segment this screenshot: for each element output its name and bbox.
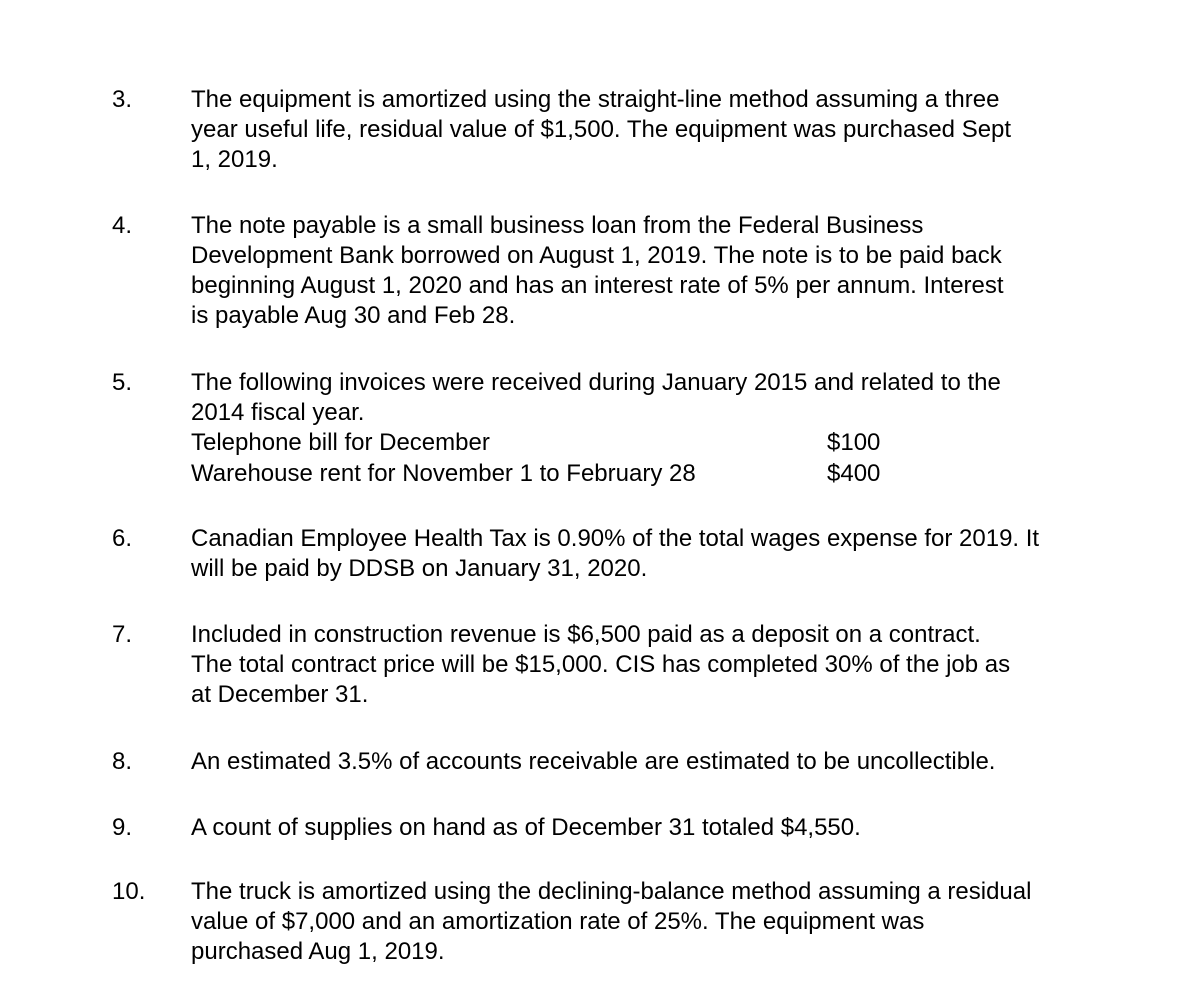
invoice-amount: $100 [827, 429, 881, 456]
invoice-description: Warehouse rent for November 1 to February 28 [191, 460, 696, 487]
note-line: value of $7,000 and an amortization rate of 25%. The equipment was [191, 908, 925, 935]
note-line: The equipment is amortized using the straight-line method assuming a three [191, 86, 1000, 113]
note-line: The total contract price will be $15,000. CIS has completed 30% of the job as [191, 651, 1011, 678]
note-line: will be paid by DDSB on January 31, 2020. [191, 555, 648, 582]
note-text [191, 368, 1131, 490]
note-number: 9. [112, 814, 133, 841]
note-line: beginning August 1, 2020 and has an interest rate of 5% per annum. Interest [191, 272, 1004, 299]
note-line: Development Bank borrowed on August 1, 2019. The note is to be paid back [191, 242, 1002, 269]
note-number: 4. [112, 212, 133, 239]
note-line: year useful life, residual value of $1,500. The equipment was purchased Sept [191, 116, 1012, 143]
invoice-amount: $400 [827, 460, 881, 487]
invoice-description: Telephone bill for December [191, 429, 490, 456]
note-number: 8. [112, 748, 133, 775]
note-text [191, 85, 1131, 175]
note-text [191, 620, 1131, 710]
note-line: The following invoices were received during January 2015 and related to the [191, 369, 1001, 396]
note-text [191, 877, 1131, 967]
note-line: The truck is amortized using the declining-balance method assuming a residual [191, 878, 1032, 905]
note-number: 7. [112, 621, 133, 648]
note-text [191, 524, 1131, 584]
note-line: purchased Aug 1, 2019. [191, 938, 445, 965]
note-line: A count of supplies on hand as of December 31 totaled $4,550. [191, 814, 861, 841]
invoice-row [191, 428, 1131, 459]
note-line: The note payable is a small business loan from the Federal Business [191, 212, 924, 239]
note-line: at December 31. [191, 681, 369, 708]
note-number: 6. [112, 525, 133, 552]
note-text [191, 747, 1131, 777]
note-line: is payable Aug 30 and Feb 28. [191, 302, 516, 329]
note-line: 1, 2019. [191, 146, 278, 173]
invoice-row [191, 459, 1131, 490]
note-number: 10. [112, 878, 146, 905]
note-text [191, 813, 1131, 843]
note-line: Canadian Employee Health Tax is 0.90% of the total wages expense for 2019. It [191, 525, 1040, 552]
note-line: 2014 fiscal year. [191, 399, 365, 426]
note-number: 5. [112, 369, 133, 396]
note-number: 3. [112, 86, 133, 113]
note-text [191, 211, 1131, 331]
note-line: Included in construction revenue is $6,500 paid as a deposit on a contract. [191, 621, 981, 648]
note-line: An estimated 3.5% of accounts receivable are estimated to be uncollectible. [191, 748, 996, 775]
